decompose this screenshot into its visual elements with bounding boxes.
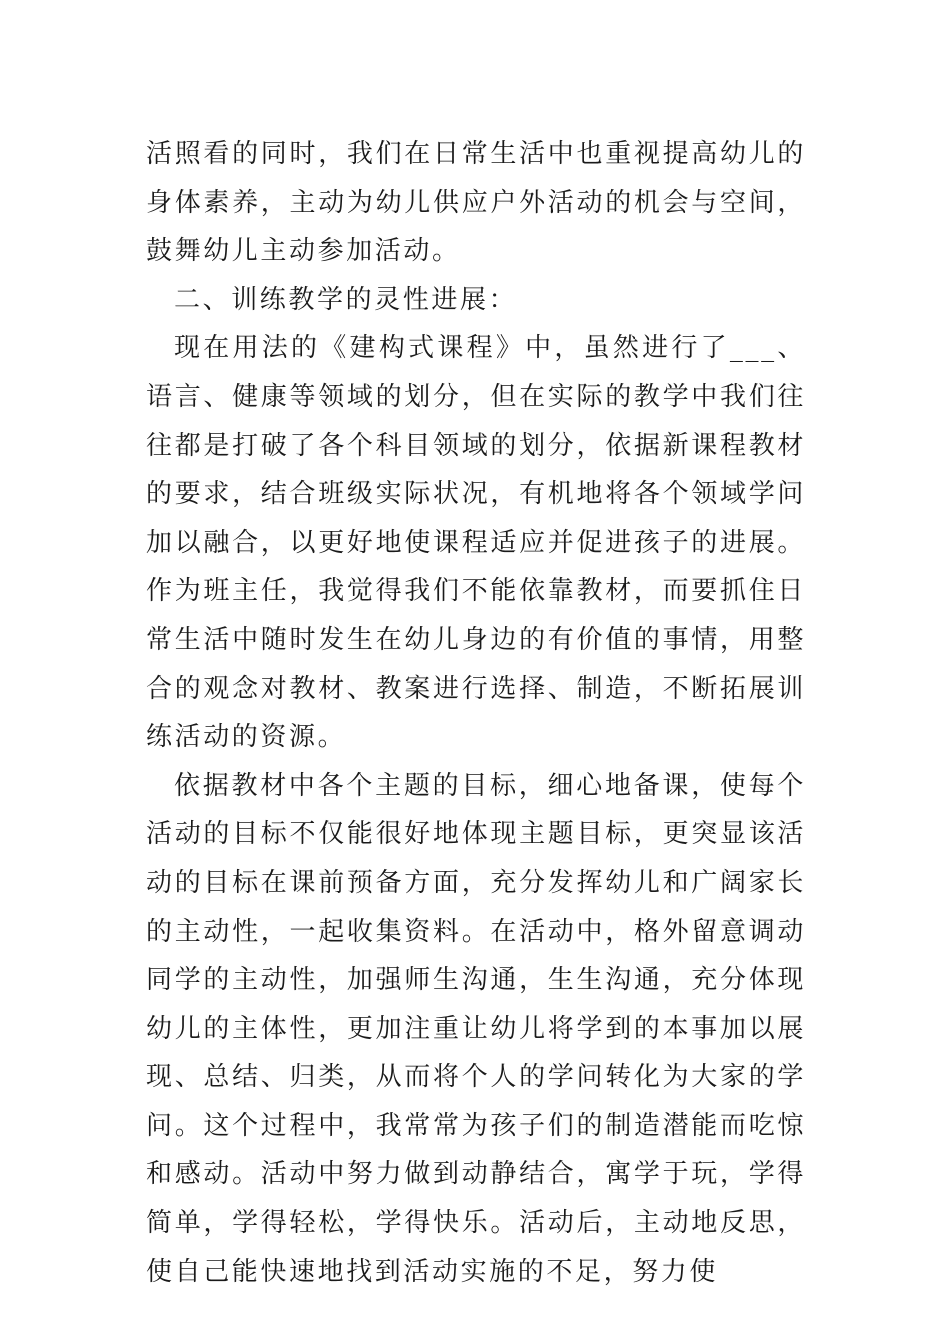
paragraph-1: 活照看的同时，我们在日常生活中也重视提高幼儿的身体素养，主动为幼儿供应户外活动的机会与空间，鼓舞幼儿主动参加活动。 [146, 139, 806, 267]
paragraph-3: 依据教材中各个主题的目标，细心地备课，使每个活动的目标不仅能很好地体现主题目标，更突显该活动的目标在课前预备方面，充分发挥幼儿和广阔家长的主动性，一起收集资料。在活动中，格外留意调动同学的主动性，加强师生沟通，生生沟通，充分体现幼儿的主体性，更加注重让幼儿将学到的本事加以展现、总结、归类，从而将个人的学问转化为大家的学问。这个过程中，我常常为孩子们的制造潜能而吃惊和感动。活动中努力做到动静结合，寓学于玩，学得简单，学得轻松，学得快乐。活动后，主动地反思，使自己能快速地找到活动实施的不足，努力使 [146, 770, 806, 1287]
section-heading: 二、训练教学的灵性进展： [174, 284, 518, 315]
paragraph-2: 现在用法的《建构式课程》中，虽然进行了___、语言、健康等领域的划分，但在实际的教学中我们往往都是打破了各个科目领域的划分，依据新课程教材的要求，结合班级实际状况，有机地将各个领域学问加以融合，以更好地使课程适应并促进孩子的进展。作为班主任，我觉得我们不能依靠教材，而要抓住日常生活中随时发生在幼儿身边的有价值的事情，用整合的观念对教材、教案进行选择、制造，不断拓展训练活动的资源。 [146, 333, 806, 753]
document-body [146, 130, 806, 1296]
